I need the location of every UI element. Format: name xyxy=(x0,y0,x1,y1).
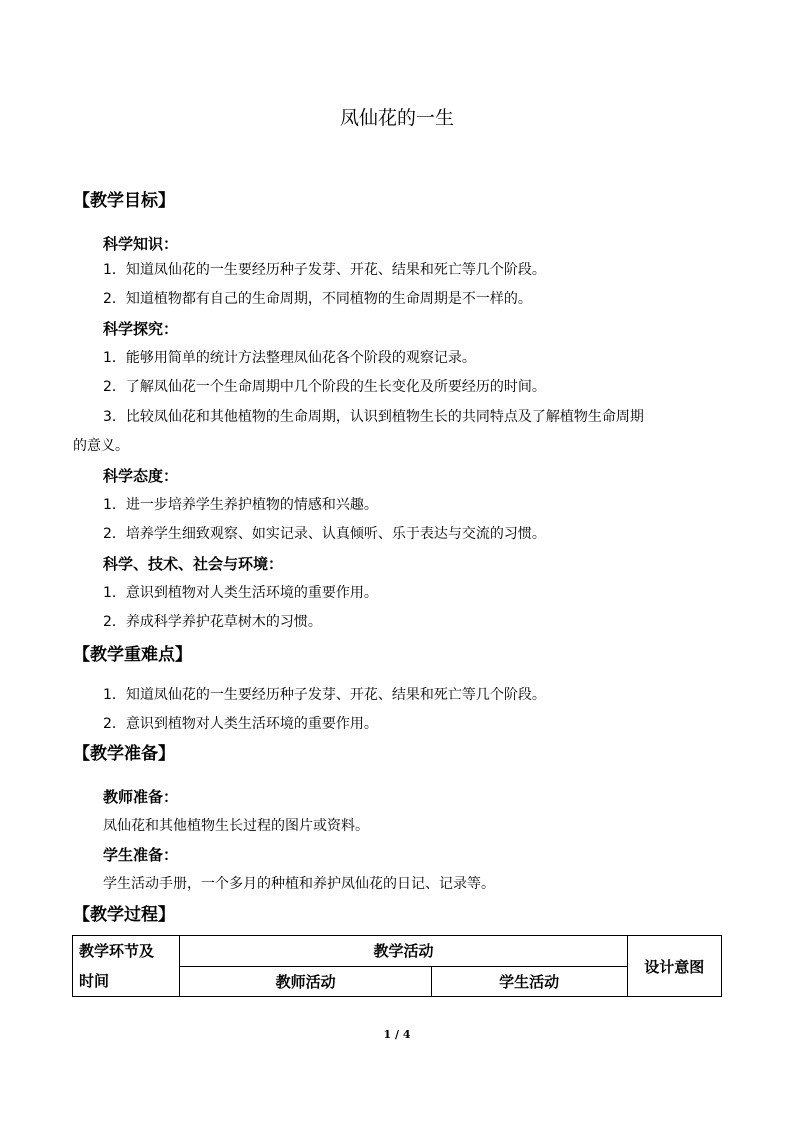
attitude-item-2: 2．培养学生细致观察、如实记录、认真倾听、乐于表达与交流的习惯。 xyxy=(103,526,546,542)
page-number: 1 / 4 xyxy=(383,1028,411,1041)
header-activities: 教学活动 xyxy=(180,936,627,967)
key-point-2: 2．意识到植物对人类生活环境的重要作用。 xyxy=(103,716,378,732)
section-heading-preparation: 【教学准备】 xyxy=(73,744,175,764)
section-heading-key-points: 【教学重难点】 xyxy=(73,645,192,665)
section-heading-objectives: 【教学目标】 xyxy=(73,191,175,211)
subheading-stse: 科学、技术、社会与环境： xyxy=(103,555,284,573)
header-teacher-activity: 教师活动 xyxy=(180,966,431,997)
knowledge-item-1: 1．知道凤仙花的一生要经历种子发芽、开花、结果和死亡等几个阶段。 xyxy=(103,262,546,278)
header-stage-line2: 时间 xyxy=(79,972,110,990)
subheading-student-prep: 学生准备： xyxy=(103,846,179,864)
header-student-activity: 学生活动 xyxy=(431,966,627,997)
subheading-teacher-prep: 教师准备： xyxy=(103,788,179,806)
page-title: 凤仙花的一生 xyxy=(339,107,454,129)
teacher-prep-text: 凤仙花和其他植物生长过程的图片或资料。 xyxy=(103,818,369,834)
subheading-inquiry: 科学探究： xyxy=(103,320,179,338)
stse-item-2: 2．养成科学养护花草树木的习惯。 xyxy=(103,614,322,630)
knowledge-item-2: 2．知道植物都有自己的生命周期，不同植物的生命周期是不一样的。 xyxy=(103,291,532,307)
inquiry-item-3: 3．比较凤仙花和其他植物的生命周期，认识到植物生长的共同特点及了解植物生命周期 xyxy=(103,409,644,425)
process-table xyxy=(72,935,722,997)
header-stage-line1: 教学环节及 xyxy=(79,942,155,960)
subheading-attitude: 科学态度： xyxy=(103,467,179,485)
header-design-intent: 设计意图 xyxy=(627,936,721,997)
stse-item-1: 1．意识到植物对人类生活环境的重要作用。 xyxy=(103,585,378,601)
header-cell-stage xyxy=(73,936,180,997)
inquiry-item-2: 2．了解凤仙花一个生命周期中几个阶段的生长变化及所要经历的时间。 xyxy=(103,379,546,395)
section-heading-process: 【教学过程】 xyxy=(73,905,175,925)
student-prep-text: 学生活动手册，一个多月的种植和养护凤仙花的日记、记录等。 xyxy=(103,876,495,892)
inquiry-item-3-cont: 的意义。 xyxy=(73,438,129,454)
subheading-knowledge: 科学知识： xyxy=(103,235,179,253)
key-point-1: 1．知道凤仙花的一生要经历种子发芽、开花、结果和死亡等几个阶段。 xyxy=(103,687,546,703)
attitude-item-1: 1．进一步培养学生养护植物的情感和兴趣。 xyxy=(103,497,378,513)
inquiry-item-1: 1．能够用简单的统计方法整理凤仙花各个阶段的观察记录。 xyxy=(103,350,476,366)
